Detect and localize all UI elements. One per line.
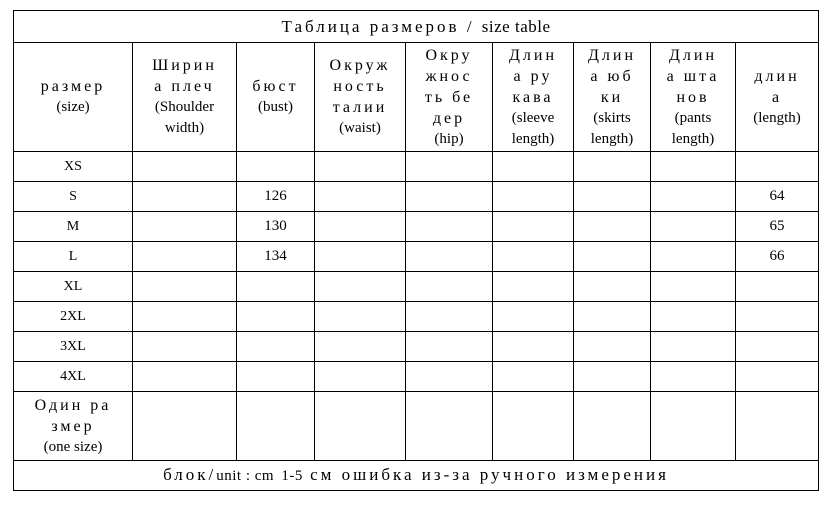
table-cell-length bbox=[736, 152, 819, 182]
column-header-label-ru: а ру bbox=[513, 67, 553, 85]
table-cell-hip bbox=[406, 362, 493, 392]
title-en: size table bbox=[481, 17, 551, 36]
column-header-label-en: (length) bbox=[753, 109, 801, 126]
table-cell-pants-length bbox=[651, 332, 736, 362]
table-cell-hip bbox=[406, 152, 493, 182]
table-cell-skirts-length bbox=[574, 302, 651, 332]
column-header-label-ru: Окру bbox=[425, 46, 473, 64]
table-cell-waist bbox=[315, 332, 406, 362]
table-cell-skirts-length bbox=[574, 332, 651, 362]
table-cell-length bbox=[736, 362, 819, 392]
table-row-one-size bbox=[14, 392, 819, 461]
table-cell-sleeve-length bbox=[493, 242, 574, 272]
column-header-label-en: (size) bbox=[56, 99, 90, 115]
table-cell-skirts-length bbox=[574, 152, 651, 182]
column-header-label-ru: ки bbox=[600, 88, 624, 106]
table-cell-waist bbox=[315, 212, 406, 242]
title-ru: Таблица размеров bbox=[281, 17, 460, 36]
title-row bbox=[14, 11, 819, 43]
table-cell-bust bbox=[237, 332, 315, 362]
table-cell-sleeve-length bbox=[493, 332, 574, 362]
unit-label-en: unit : cm bbox=[216, 468, 275, 484]
column-header-label-ru: а bbox=[771, 88, 783, 106]
table-cell-pants-length bbox=[651, 392, 736, 461]
column-header-label-en: length) bbox=[671, 130, 715, 147]
column-header-label-ru: дер bbox=[432, 109, 466, 127]
table-cell-hip bbox=[406, 182, 493, 212]
error-note: см ошибка из-за ручного измерения bbox=[310, 465, 669, 484]
table-cell-shoulder-width bbox=[133, 152, 237, 182]
column-header-label-ru: нов bbox=[676, 88, 710, 106]
table-row bbox=[14, 272, 819, 302]
one-size-label-ru: змер bbox=[51, 417, 95, 435]
table-cell-hip bbox=[406, 332, 493, 362]
table-cell-pants-length bbox=[651, 302, 736, 332]
size-cell: XS bbox=[14, 152, 133, 182]
column-header-label-en: (waist) bbox=[339, 120, 381, 136]
size-cell-one-size bbox=[14, 392, 133, 461]
column-header-label-en: (Shoulder bbox=[154, 99, 215, 115]
size-cell: 4XL bbox=[14, 362, 133, 392]
table-cell-length: 65 bbox=[736, 212, 819, 242]
table-cell-hip bbox=[406, 272, 493, 302]
title-separator: / bbox=[466, 17, 475, 36]
table-row bbox=[14, 332, 819, 362]
size-cell: S bbox=[14, 182, 133, 212]
table-cell-length bbox=[736, 272, 819, 302]
column-header-label-en: length) bbox=[511, 130, 555, 147]
column-header-label-ru: кава bbox=[512, 88, 554, 106]
column-header-label-ru: а плеч bbox=[154, 78, 215, 95]
table-cell-sleeve-length bbox=[493, 392, 574, 461]
table-cell-bust: 134 bbox=[237, 242, 315, 272]
column-header-label-ru: Ширин bbox=[152, 57, 217, 74]
table-cell-pants-length bbox=[651, 152, 736, 182]
size-table bbox=[13, 10, 819, 491]
table-cell-hip bbox=[406, 302, 493, 332]
table-cell-waist bbox=[315, 242, 406, 272]
table-cell-skirts-length bbox=[574, 362, 651, 392]
table-cell-shoulder-width bbox=[133, 242, 237, 272]
column-header-label-ru: бюст bbox=[252, 78, 299, 95]
table-cell-bust: 130 bbox=[237, 212, 315, 242]
table-cell-pants-length bbox=[651, 362, 736, 392]
table-cell-sleeve-length bbox=[493, 152, 574, 182]
column-header-label-en: (sleeve bbox=[511, 109, 555, 126]
column-header-sleeve-length bbox=[493, 43, 574, 152]
table-cell-shoulder-width bbox=[133, 392, 237, 461]
table-cell-hip bbox=[406, 392, 493, 461]
table-cell-hip bbox=[406, 212, 493, 242]
table-cell-length bbox=[736, 302, 819, 332]
table-cell-length bbox=[736, 332, 819, 362]
column-header-label-ru: Окруж bbox=[329, 57, 391, 74]
column-header-label-ru: Длин bbox=[668, 46, 718, 64]
table-cell-pants-length bbox=[651, 272, 736, 302]
column-header-shoulder-width bbox=[133, 43, 237, 152]
header-row bbox=[14, 43, 819, 152]
table-row bbox=[14, 242, 819, 272]
table-cell-waist bbox=[315, 362, 406, 392]
table-cell-length: 64 bbox=[736, 182, 819, 212]
table-cell-sleeve-length bbox=[493, 182, 574, 212]
size-cell: XL bbox=[14, 272, 133, 302]
size-cell: 2XL bbox=[14, 302, 133, 332]
size-table-sheet bbox=[13, 10, 819, 491]
table-cell-shoulder-width bbox=[133, 272, 237, 302]
table-cell-sleeve-length bbox=[493, 302, 574, 332]
table-cell-bust bbox=[237, 272, 315, 302]
table-cell-pants-length bbox=[651, 182, 736, 212]
column-header-label-ru: жнос bbox=[425, 67, 473, 85]
column-header-label-ru: а юб bbox=[590, 67, 634, 85]
table-cell-waist bbox=[315, 272, 406, 302]
size-cell: 3XL bbox=[14, 332, 133, 362]
table-cell-sleeve-length bbox=[493, 212, 574, 242]
column-header-label-en: (hip) bbox=[434, 130, 464, 147]
table-cell-length bbox=[736, 392, 819, 461]
table-cell-waist bbox=[315, 392, 406, 461]
table-cell-waist bbox=[315, 152, 406, 182]
error-range: 1-5 bbox=[281, 468, 303, 484]
column-header-bust bbox=[237, 43, 315, 152]
table-cell-bust bbox=[237, 152, 315, 182]
one-size-label-en: (one size) bbox=[43, 438, 103, 455]
table-cell-bust: 126 bbox=[237, 182, 315, 212]
column-header-pants-length bbox=[651, 43, 736, 152]
footer-row bbox=[14, 461, 819, 491]
column-header-size bbox=[14, 43, 133, 152]
table-cell-shoulder-width bbox=[133, 332, 237, 362]
table-cell-skirts-length bbox=[574, 242, 651, 272]
table-cell-skirts-length bbox=[574, 392, 651, 461]
table-cell-pants-length bbox=[651, 212, 736, 242]
table-row bbox=[14, 362, 819, 392]
table-cell-shoulder-width bbox=[133, 182, 237, 212]
column-header-label-ru: ть бе bbox=[424, 88, 474, 106]
table-cell-shoulder-width bbox=[133, 212, 237, 242]
size-cell: M bbox=[14, 212, 133, 242]
unit-label-ru: блок/ bbox=[163, 465, 217, 484]
column-header-label-ru: размер bbox=[40, 78, 106, 95]
table-title bbox=[14, 11, 819, 43]
table-row bbox=[14, 212, 819, 242]
column-header-waist bbox=[315, 43, 406, 152]
table-cell-pants-length bbox=[651, 242, 736, 272]
table-cell-shoulder-width bbox=[133, 362, 237, 392]
table-cell-bust bbox=[237, 302, 315, 332]
table-cell-sleeve-length bbox=[493, 272, 574, 302]
column-header-label-ru: длин bbox=[754, 67, 800, 85]
table-cell-waist bbox=[315, 182, 406, 212]
table-cell-skirts-length bbox=[574, 272, 651, 302]
table-cell-bust bbox=[237, 362, 315, 392]
table-cell-waist bbox=[315, 302, 406, 332]
table-cell-bust bbox=[237, 392, 315, 461]
measurement-note bbox=[14, 461, 819, 491]
column-header-label-ru: талии bbox=[332, 99, 388, 116]
table-cell-length: 66 bbox=[736, 242, 819, 272]
table-row bbox=[14, 182, 819, 212]
table-cell-skirts-length bbox=[574, 182, 651, 212]
column-header-label-en: width) bbox=[164, 120, 205, 136]
column-header-label-ru: ность bbox=[333, 78, 387, 95]
table-row bbox=[14, 302, 819, 332]
table-row bbox=[14, 152, 819, 182]
table-cell-shoulder-width bbox=[133, 302, 237, 332]
column-header-label-en: length) bbox=[590, 130, 634, 147]
column-header-hip bbox=[406, 43, 493, 152]
column-header-label-ru: Длин bbox=[587, 46, 637, 64]
column-header-label-en: (pants bbox=[674, 109, 712, 126]
table-cell-skirts-length bbox=[574, 212, 651, 242]
column-header-length bbox=[736, 43, 819, 152]
size-cell: L bbox=[14, 242, 133, 272]
column-header-skirts-length bbox=[574, 43, 651, 152]
column-header-label-ru: Длин bbox=[508, 46, 558, 64]
column-header-label-en: (skirts bbox=[593, 109, 631, 126]
table-cell-sleeve-length bbox=[493, 362, 574, 392]
one-size-label-ru: Один ра bbox=[34, 396, 112, 414]
column-header-label-ru: а шта bbox=[666, 67, 720, 85]
table-cell-hip bbox=[406, 242, 493, 272]
column-header-label-en: (bust) bbox=[258, 99, 293, 115]
